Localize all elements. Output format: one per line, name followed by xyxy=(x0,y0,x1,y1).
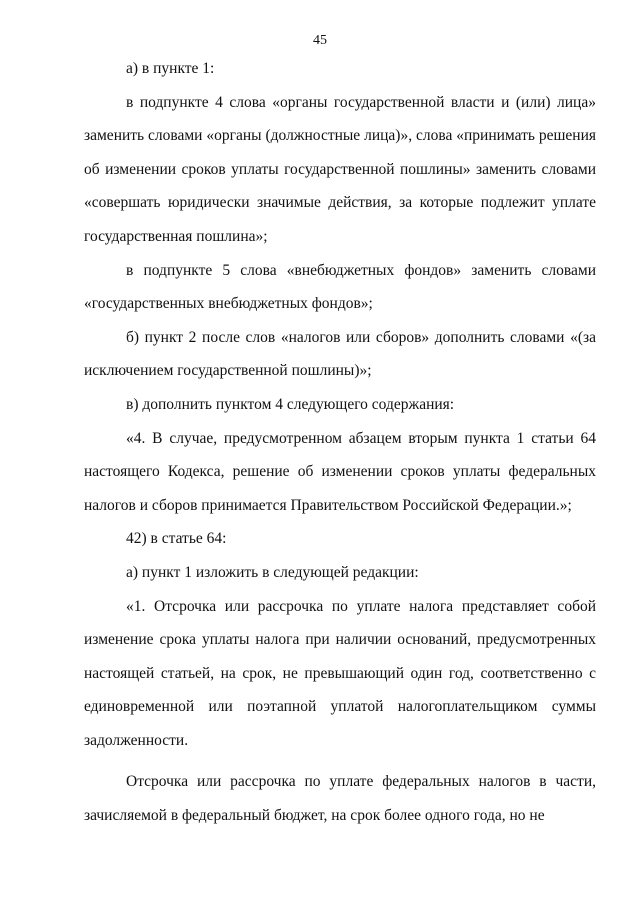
page-number: 45 xyxy=(313,33,327,48)
document-body xyxy=(84,52,596,833)
paragraph-item-b: б) пункт 2 после слов «налогов или сборов» дополнить словами «(за исключением государственной пошлины)»; xyxy=(84,328,596,380)
paragraph-article-64-item-a: а) пункт 1 изложить в следующей редакции: xyxy=(126,563,419,581)
paragraph-point-4-text: «4. В случае, предусмотренном абзацем вторым пункта 1 статьи 64 настоящего Кодекса, решение об изменении сроков уплаты федеральных налогов и сборов принимается Правительством Российской Федерации.»; xyxy=(84,429,596,514)
paragraph-federal-taxes: Отсрочка или рассрочка по уплате федеральных налогов в части, зачисляемой в федеральный бюджет, на срок более одного года, но не xyxy=(84,773,596,825)
paragraph-item-v: в) дополнить пунктом 4 следующего содержания: xyxy=(126,395,455,413)
paragraph-subpoint-5: в подпункте 5 слова «внебюджетных фондов» заменить словами «государственных внебюджетных фондов»; xyxy=(84,261,596,313)
paragraph-subpoint-4: в подпункте 4 слова «органы государственной власти и (или) лица» заменить словами «органы (должностные лица)», слова «принимать решения об изменении сроков уплаты государственной пошлины» заменить словами «совершать юридически значимые действия, за которые подлежит уплате государственная пошлина»; xyxy=(84,93,596,245)
paragraph-article-64: 42) в статье 64: xyxy=(126,530,227,548)
paragraph-point-1-text: «1. Отсрочка или рассрочка по уплате налога представляет собой изменение срока уплаты налога при наличии оснований, предусмотренных настоящей статьей, на срок, не превышающий один год, соответственно с единовременной или поэтапной уплатой налогоплательщиком суммы задолженности. xyxy=(84,597,596,749)
paragraph-item-a: а) в пункте 1: xyxy=(126,60,215,77)
